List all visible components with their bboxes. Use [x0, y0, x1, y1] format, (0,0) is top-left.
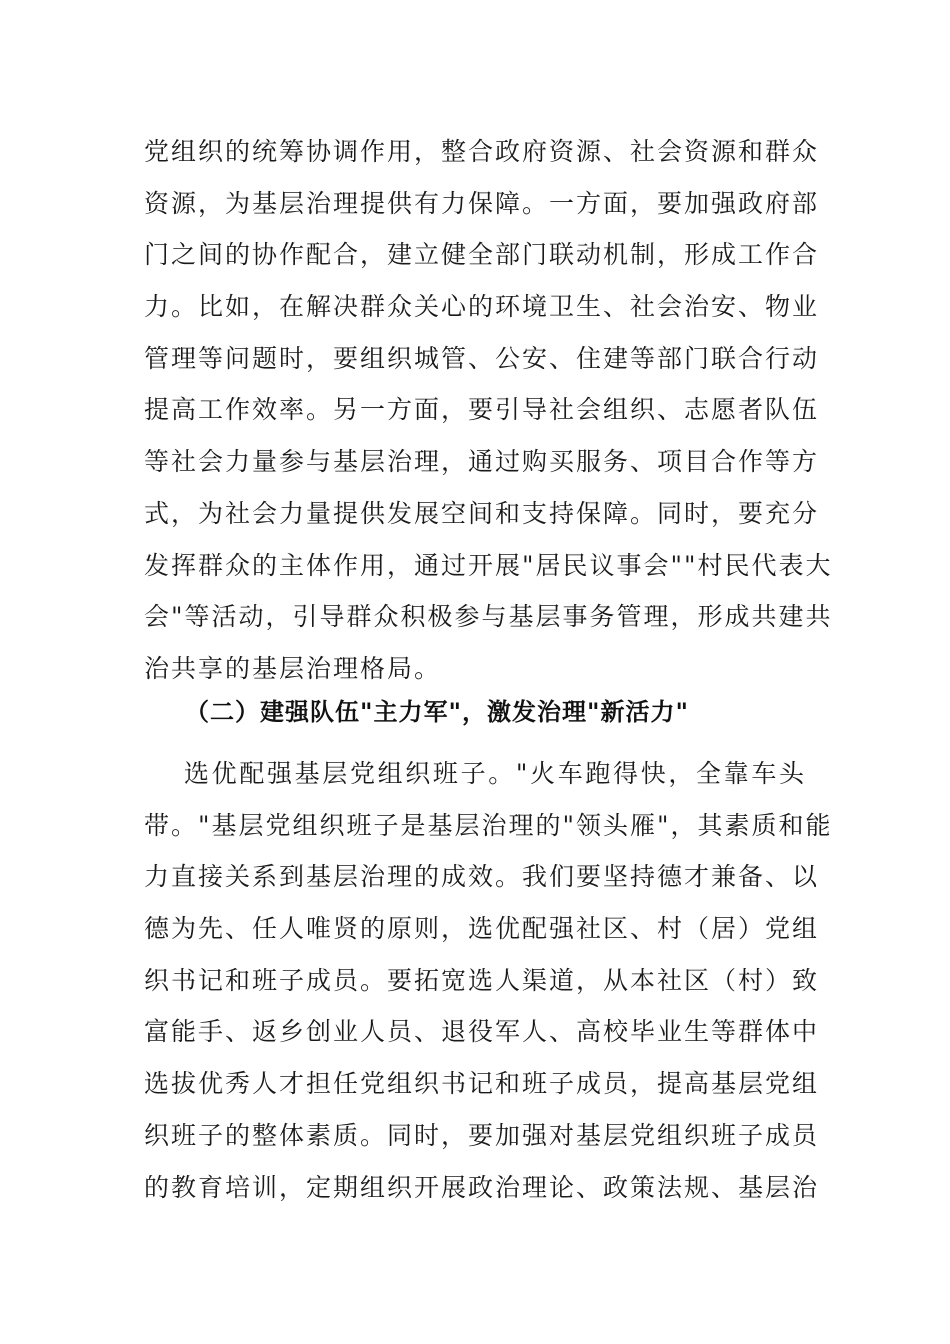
- paragraph-1: [144, 126, 833, 695]
- text-line: 治共享的基层治理格局。: [144, 653, 442, 683]
- text-line: 党组织的统筹协调作用，整合政府资源、社会资源和群众: [144, 137, 820, 166]
- text-line: 富能手、返乡创业人员、退役军人、高校毕业生等群体中: [144, 1017, 820, 1047]
- text-line: 选拔优秀人才担任党组织书记和班子成员，提高基层党组: [144, 1069, 820, 1099]
- text-line: 德为先、任人唯贤的原则，选优配强社区、村（居）党组: [144, 914, 820, 944]
- text-line: 资源，为基层治理提供有力保障。一方面，要加强政府部: [144, 188, 820, 218]
- text-line: 力直接关系到基层治理的成效。我们要坚持德才兼备、以: [144, 862, 820, 892]
- text-line: 选优配强基层党组织班子。"火车跑得快，全靠车头: [184, 759, 806, 788]
- text-line: 会"等活动，引导群众积极参与基层事务管理，形成共建共: [144, 602, 833, 632]
- text-line: 等社会力量参与基层治理，通过购买服务、项目合作等方: [144, 447, 820, 477]
- text-line: 力。比如，在解决群众关心的环境卫生、社会治安、物业: [144, 292, 820, 322]
- text-line: 织班子的整体素质。同时，要加强对基层党组织班子成员: [144, 1120, 820, 1150]
- section-heading: （二）建强队伍"主力军"，激发治理"新活力": [185, 698, 690, 726]
- text-line: 的教育培训，定期组织开展政治理论、政策法规、基层治: [144, 1172, 820, 1202]
- text-line: 提高工作效率。另一方面，要引导社会组织、志愿者队伍: [144, 395, 820, 425]
- text-line: 带。"基层党组织班子是基层治理的"领头雁"，其素质和能: [144, 810, 833, 840]
- paragraph-2: [144, 748, 833, 1213]
- text-line: 门之间的协作配合，建立健全部门联动机制，形成工作合: [144, 240, 820, 270]
- text-line: 管理等问题时，要组织城管、公安、住建等部门联合行动: [144, 343, 820, 373]
- text-line: 织书记和班子成员。要拓宽选人渠道，从本社区（村）致: [144, 965, 820, 995]
- text-line: 发挥群众的主体作用，通过开展"居民议事会""村民代表大: [144, 550, 833, 580]
- text-line: 式，为社会力量提供发展空间和支持保障。同时，要充分: [144, 498, 820, 528]
